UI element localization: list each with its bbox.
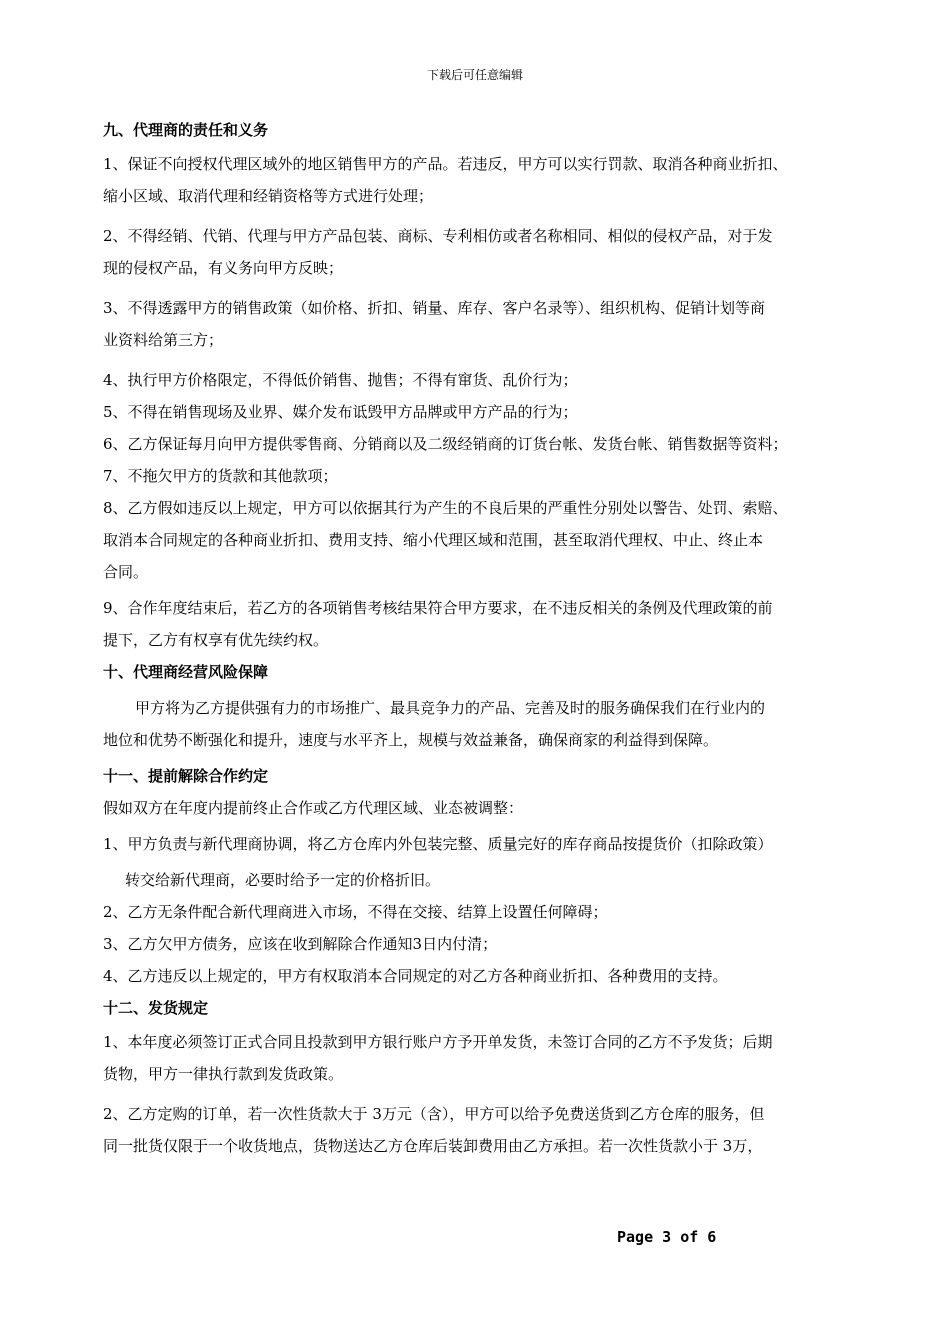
- paragraph-line: 转交给新代理商，必要时给予一定的价格折旧。: [125, 871, 441, 889]
- paragraph-line: 6、乙方保证每月向甲方提供零售商、分销商以及二级经销商的订货台帐、发货台帐、销售数据等资料；: [103, 435, 788, 453]
- page-number: Page 3 of 6: [617, 1228, 717, 1246]
- paragraph-line: 2、乙方无条件配合新代理商进入市场，不得在交接、结算上设置任何障碍；: [103, 903, 608, 921]
- paragraph-line: 假如双方在年度内提前终止合作或乙方代理区域、业态被调整：: [103, 799, 524, 817]
- paragraph-line: 缩小区域、取消代理和经销资格等方式进行处理；: [103, 187, 434, 205]
- paragraph-line: 5、不得在销售现场及业界、媒介发布诋毁甲方品牌或甲方产品的行为；: [103, 403, 578, 421]
- paragraph-line: 1、甲方负责与新代理商协调，将乙方仓库内外包装完整、质量完好的库存商品按提货价（扣除政策）: [103, 835, 773, 853]
- paragraph-line: 7、不拖欠甲方的货款和其他款项；: [103, 467, 338, 485]
- section-title-9: 九、代理商的责任和义务: [103, 121, 269, 139]
- section-title-10: 十、代理商经营风险保障: [103, 663, 269, 681]
- paragraph-line: 8、乙方假如违反以上规定，甲方可以依据其行为产生的不良后果的严重性分别处以警告、处罚、索赔、: [103, 499, 788, 517]
- paragraph-line: 提下，乙方有权享有优先续约权。: [103, 631, 329, 649]
- paragraph-line: 现的侵权产品，有义务向甲方反映；: [103, 259, 344, 277]
- paragraph-line: 4、执行甲方价格限定，不得低价销售、抛售；不得有窜货、乱价行为；: [103, 371, 578, 389]
- page-header: 下载后可任意编辑: [426, 68, 523, 82]
- paragraph-line: 3、不得透露甲方的销售政策（如价格、折扣、销量、库存、客户名录等）、组织机构、促销计划等商: [103, 299, 766, 317]
- paragraph-line: 地位和优势不断强化和提升，速度与水平齐上，规模与效益兼备，确保商家的利益得到保障。: [103, 731, 719, 749]
- paragraph-line: 甲方将为乙方提供强有力的市场推广、最具竞争力的产品、完善及时的服务确保我们在行业内的: [135, 699, 766, 717]
- paragraph-line: 同一批货仅限于一个收货地点，货物送达乙方仓库后装卸费用由乙方承担。若一次性货款小于 3万，: [103, 1137, 763, 1155]
- paragraph-line: 2、不得经销、代销、代理与甲方产品包装、商标、专利相仿或者名称相同、相似的侵权产品，对于发: [103, 227, 773, 245]
- paragraph-line: 2、乙方定购的订单，若一次性货款大于 3万元（含），甲方可以给予免费送货到乙方仓库的服务，但: [103, 1105, 765, 1123]
- paragraph-line: 9、合作年度结束后，若乙方的各项销售考核结果符合甲方要求，在不违反相关的条例及代理政策的前: [103, 599, 773, 617]
- paragraph-line: 4、乙方违反以上规定的，甲方有权取消本合同规定的对乙方各种商业折扣、各种费用的支持。: [103, 967, 728, 985]
- section-title-11: 十一、提前解除合作约定: [103, 767, 269, 785]
- paragraph-line: 取消本合同规定的各种商业折扣、费用支持、缩小代理区域和范围，甚至取消代理权、中止、终止本: [103, 531, 764, 549]
- document-body: [103, 120, 863, 1162]
- section-title-12: 十二、发货规定: [103, 999, 209, 1017]
- paragraph-line: 1、本年度必须签订正式合同且投款到甲方银行账户方予开单发货，未签订合同的乙方不予发货；后期: [103, 1033, 773, 1051]
- paragraph-line: 1、保证不向授权代理区域外的地区销售甲方的产品。若违反，甲方可以实行罚款、取消各种商业折扣、: [103, 155, 788, 173]
- paragraph-line: 3、乙方欠甲方债务，应该在收到解除合作通知3日内付清；: [103, 935, 498, 953]
- paragraph-line: 业资料给第三方；: [103, 331, 224, 349]
- paragraph-line: 合同。: [103, 563, 149, 581]
- paragraph-line: 货物，甲方一律执行款到发货政策。: [103, 1065, 344, 1083]
